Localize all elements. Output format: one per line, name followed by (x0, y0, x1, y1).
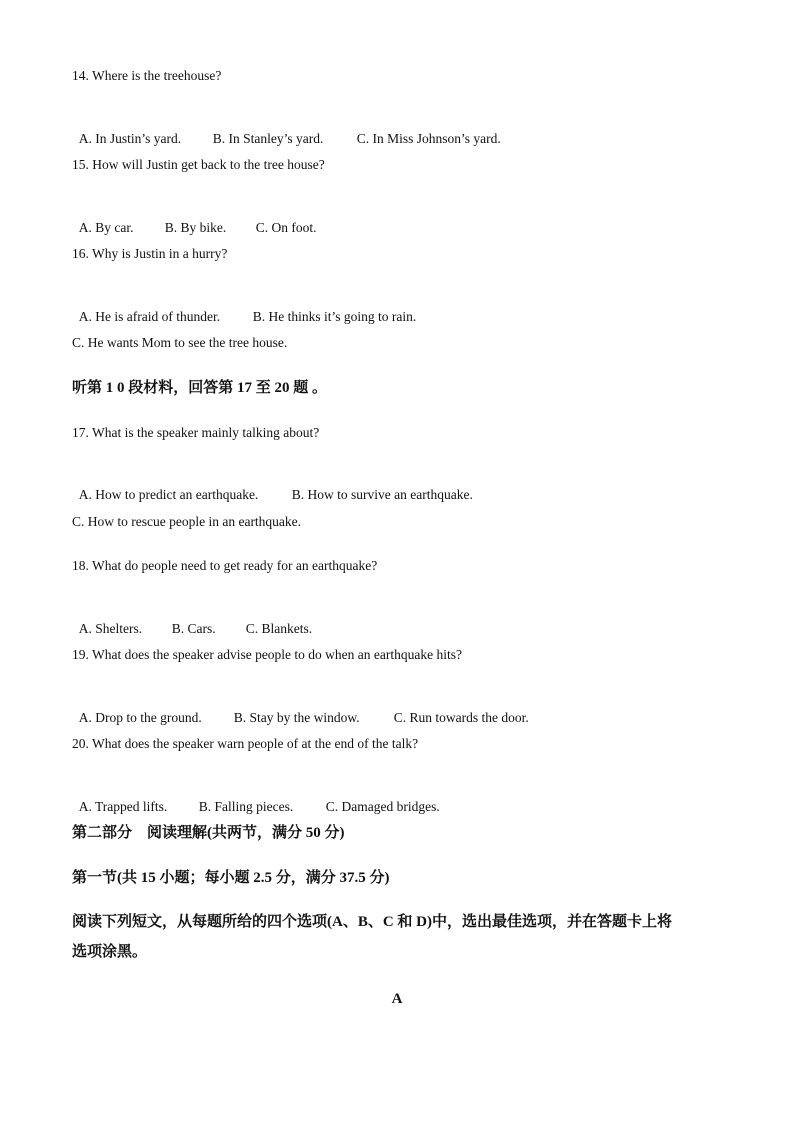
section-10-heading: 听第 1 0 段材料，回答第 17 至 20 题 。 (72, 380, 328, 396)
q19-option-c: C. Run towards the door. (393, 710, 529, 725)
q18-options (72, 602, 312, 638)
q19-option-b: B. Stay by the window. (233, 710, 360, 725)
q15-question: 15. How will Justin get back to the tree house? (72, 157, 325, 172)
part-2-heading: 第二部分 阅读理解(共两节，满分 50 分) (72, 825, 345, 841)
q20-question: 20. What does the speaker warn people of at the end of the talk? (72, 736, 419, 751)
instruction-line-1: 阅读下列短文，从每题所给的四个选项(A、B、C 和 D)中，选出最佳选项，并在答题卡上将 (72, 914, 672, 930)
q18-option-b: B. Cars. (171, 621, 216, 636)
q20-options (72, 780, 440, 816)
q15-option-a: A. By car. (78, 220, 134, 235)
q16-question: 16. Why is Justin in a hurry? (72, 246, 228, 261)
q20-option-c: C. Damaged bridges. (325, 799, 440, 814)
q18-question: 18. What do people need to get ready for an earthquake? (72, 558, 378, 573)
q20-option-a: A. Trapped lifts. (78, 799, 168, 814)
q19-option-a: A. Drop to the ground. (78, 710, 202, 725)
q18-option-c: C. Blankets. (245, 621, 313, 636)
q14-question: 14. Where is the treehouse? (72, 68, 222, 83)
q14-option-a: A. In Justin’s yard. (78, 131, 182, 146)
q17-question: 17. What is the speaker mainly talking about? (72, 425, 320, 440)
q17-option-a: A. How to predict an earthquake. (78, 487, 259, 502)
q15-options (72, 201, 317, 237)
q16-option-c: C. He wants Mom to see the tree house. (72, 335, 288, 350)
q14-option-b: B. In Stanley’s yard. (212, 131, 324, 146)
q16-options-row1 (72, 290, 416, 326)
q17-options-row1 (72, 468, 473, 504)
q20-option-b: B. Falling pieces. (198, 799, 294, 814)
q15-option-c: C. On foot. (255, 220, 317, 235)
q19-options (72, 691, 529, 727)
q17-option-b: B. How to survive an earthquake. (291, 487, 473, 502)
q19-question: 19. What does the speaker advise people to do when an earthquake hits? (72, 647, 462, 662)
q16-option-a: A. He is afraid of thunder. (78, 309, 221, 324)
q17-option-c: C. How to rescue people in an earthquake. (72, 514, 302, 529)
passage-label: A (391, 991, 403, 1007)
q15-option-b: B. By bike. (164, 220, 227, 235)
q14-options (72, 112, 501, 148)
q14-option-c: C. In Miss Johnson’s yard. (356, 131, 501, 146)
q18-option-a: A. Shelters. (78, 621, 143, 636)
instruction-line-2: 选项涂黑。 (72, 944, 148, 960)
section-1-heading: 第一节(共 15 小题；每小题 2.5 分，满分 37.5 分) (72, 870, 390, 886)
q16-option-b: B. He thinks it’s going to rain. (252, 309, 417, 324)
